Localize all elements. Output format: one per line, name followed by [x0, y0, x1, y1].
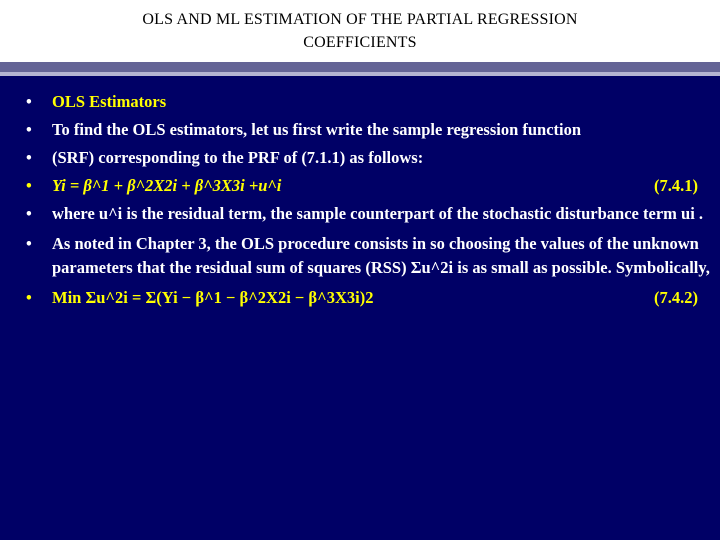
bullet-text: To find the OLS estimators, let us first write the sample regression function — [52, 120, 582, 139]
title-band — [0, 0, 720, 62]
equation-number-2: (7.4.2) — [654, 288, 698, 307]
bullet-ols-estimators — [0, 90, 720, 114]
bullet-text: As noted in Chapter 3, the OLS procedure consists in so choosing the values of the unknown parameters that the residual sum of squares (RSS) Σu^2i is as small as possible. Symbolically, — [52, 234, 710, 277]
bullet-dot — [26, 146, 38, 170]
bullet-text: (SRF) corresponding to the PRF of (7.1.1) as follows: — [52, 148, 424, 167]
equation-number-1: (7.4.1) — [654, 176, 698, 195]
bullet-dot — [26, 232, 38, 256]
bullet-residual-term — [0, 202, 720, 226]
bullet-equation-srf — [0, 174, 720, 198]
bullet-dot — [26, 118, 38, 142]
bullet-text: where u^i is the residual term, the sample counterpart of the stochastic disturbance term ui . — [52, 204, 704, 223]
bullet-dot — [26, 286, 38, 310]
bullet-ols-procedure — [0, 232, 720, 280]
equation-srf: Yi = β^1 + β^2X2i + β^3X3i +u^i — [52, 176, 282, 195]
title-line-2: COEFFICIENTS — [303, 34, 417, 51]
bullet-srf-corresponding — [0, 146, 720, 170]
bullet-list — [0, 86, 720, 310]
bullet-dot — [26, 90, 38, 114]
bullet-dot — [26, 174, 38, 198]
equation-min-rss: Min Σu^2i = Σ(Yi − β^1 − β^2X2i − β^3X3i)2 — [52, 288, 374, 307]
divider-stripe-light — [0, 72, 720, 76]
bullet-equation-min-rss — [0, 286, 720, 310]
divider-stripe-dark — [0, 62, 720, 72]
title-line-1: OLS AND ML ESTIMATION OF THE PARTIAL REGRESSION — [142, 11, 578, 28]
bullet-dot — [26, 202, 38, 226]
bullet-text: OLS Estimators — [52, 92, 167, 111]
bullet-srf-intro — [0, 118, 720, 142]
slide-title — [142, 8, 577, 54]
